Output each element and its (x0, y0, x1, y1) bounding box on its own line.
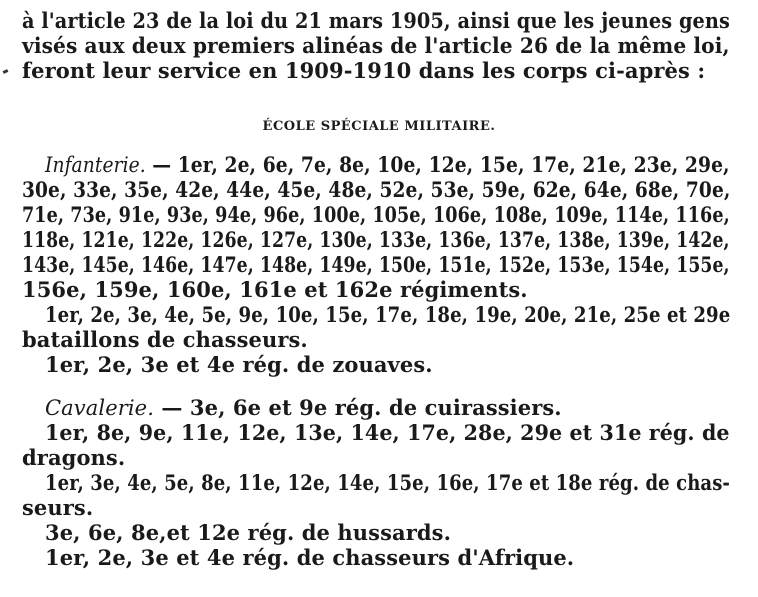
infanterie-line-1-text: — 1er, 2e, 6e, 7e, 8e, 10e, 12e, 15e, 17e, 21e, 23e, 29e, (145, 152, 730, 177)
cavalerie-line-1 (45, 396, 562, 420)
zouaves-line: 1er, 2e, 3e et 4e rég. de zouaves. (45, 352, 433, 377)
cavalerie-label: Cavalerie. (45, 396, 154, 420)
infanterie-line-4: 118e, 121e, 122e, 126e, 127e, 130e, 133e, 136e, 137e, 138e, 139e, 142e, (22, 227, 730, 252)
intro-line-2: visés aux deux premiers alinéas de l'article 26 de la même loi, (22, 33, 730, 58)
intro-line-3: feront leur service en 1909-1910 dans les corps ci-après : (22, 58, 706, 83)
infanterie-line-1 (45, 153, 730, 177)
chasseurs-bataillons-line-1: 1er, 2e, 3e, 4e, 5e, 9e, 10e, 15e, 17e, 18e, 19e, 20e, 21e, 25e et 29e (45, 302, 731, 327)
dragons-line-2: dragons. (22, 445, 126, 470)
infanterie-line-2: 30e, 33e, 35e, 42e, 44e, 45e, 48e, 52e, 53e, 59e, 62e, 64e, 68e, 70e, (22, 177, 731, 202)
section-title: ÉCOLE SPÉCIALE MILITAIRE. (262, 119, 496, 134)
intro-line-1: à l'article 23 de la loi du 21 mars 1905, ainsi que les jeunes gens (22, 8, 730, 33)
chasseurs-bataillons-line-2: bataillons de chasseurs. (22, 327, 308, 352)
cavalerie-line-1-text: — 3e, 6e et 9e rég. de cuirassiers. (153, 395, 562, 420)
chasseurs-regiments-line-1: 1er, 3e, 4e, 5e, 8e, 11e, 12e, 14e, 15e, 16e, 17e et 18e rég. de chas- (45, 470, 731, 495)
ink-speck (3, 69, 9, 74)
dragons-line-1: 1er, 8e, 9e, 11e, 12e, 13e, 14e, 17e, 28e, 29e et 31e rég. de (45, 420, 730, 445)
infanterie-label: Infanterie. (45, 153, 146, 177)
infanterie-line-5: 143e, 145e, 146e, 147e, 148e, 149e, 150e, 151e, 152e, 153e, 154e, 155e, (22, 252, 730, 277)
infanterie-line-6: 156e, 159e, 160e, 161e et 162e régiments. (22, 277, 528, 302)
hussards-line: 3e, 6e, 8e,et 12e rég. de hussards. (45, 520, 451, 545)
chasseurs-regiments-line-2: seurs. (22, 495, 94, 520)
afrique-line: 1er, 2e, 3e et 4e rég. de chasseurs d'Afrique. (45, 545, 575, 570)
infanterie-line-3: 71e, 73e, 91e, 93e, 94e, 96e, 100e, 105e, 106e, 108e, 109e, 114e, 116e, (22, 202, 730, 227)
